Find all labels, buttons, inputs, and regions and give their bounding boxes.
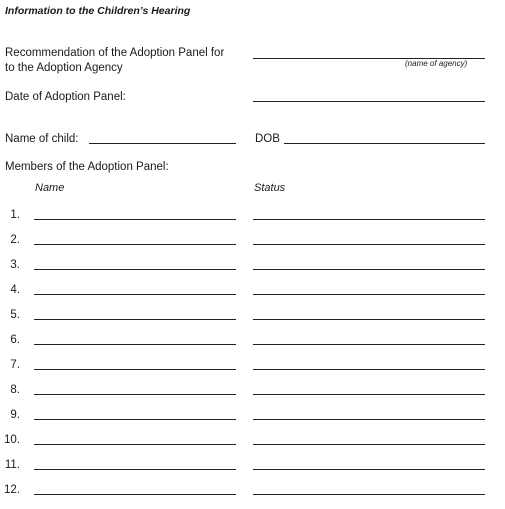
form-title: Information to the Children’s Hearing	[5, 5, 191, 17]
status-column-header: Status	[254, 182, 286, 194]
name-column-header: Name	[35, 182, 65, 194]
member-status-field[interactable]	[253, 494, 485, 495]
recommendation-label-line1: Recommendation of the Adoption Panel for	[5, 47, 225, 59]
member-status-field[interactable]	[253, 394, 485, 395]
agency-name-caption: (name of agency)	[405, 59, 468, 68]
member-name-field[interactable]	[34, 444, 236, 445]
row-number: 5.	[10, 309, 20, 321]
date-of-panel-label: Date of Adoption Panel:	[5, 91, 126, 103]
member-status-field[interactable]	[253, 444, 485, 445]
member-status-field[interactable]	[253, 219, 485, 220]
row-number: 8.	[10, 384, 20, 396]
row-number: 10.	[4, 434, 20, 446]
panel-members-label: Members of the Adoption Panel:	[5, 161, 169, 173]
member-name-field[interactable]	[34, 269, 236, 270]
child-name-field[interactable]	[89, 143, 236, 144]
member-status-field[interactable]	[253, 319, 485, 320]
member-name-field[interactable]	[34, 219, 236, 220]
member-name-field[interactable]	[34, 294, 236, 295]
dob-field[interactable]	[284, 143, 485, 144]
row-number: 9.	[10, 409, 20, 421]
dob-label: DOB	[255, 133, 280, 145]
row-number: 7.	[10, 359, 20, 371]
member-name-field[interactable]	[34, 319, 236, 320]
member-name-field[interactable]	[34, 244, 236, 245]
date-of-panel-field[interactable]	[253, 101, 485, 102]
row-number: 1.	[10, 209, 20, 221]
child-name-label: Name of child:	[5, 133, 79, 145]
row-number: 3.	[10, 259, 20, 271]
row-number: 12.	[4, 484, 20, 496]
member-status-field[interactable]	[253, 269, 485, 270]
member-status-field[interactable]	[253, 469, 485, 470]
member-status-field[interactable]	[253, 369, 485, 370]
member-status-field[interactable]	[253, 419, 485, 420]
member-name-field[interactable]	[34, 469, 236, 470]
member-status-field[interactable]	[253, 294, 485, 295]
member-name-field[interactable]	[34, 419, 236, 420]
row-number: 11.	[4, 459, 20, 471]
member-name-field[interactable]	[34, 394, 236, 395]
member-status-field[interactable]	[253, 344, 485, 345]
member-status-field[interactable]	[253, 244, 485, 245]
member-name-field[interactable]	[34, 494, 236, 495]
row-number: 4.	[10, 284, 20, 296]
row-number: 6.	[10, 334, 20, 346]
member-name-field[interactable]	[34, 344, 236, 345]
recommendation-label-line2: to the Adoption Agency	[5, 62, 123, 74]
member-name-field[interactable]	[34, 369, 236, 370]
row-number: 2.	[10, 234, 20, 246]
